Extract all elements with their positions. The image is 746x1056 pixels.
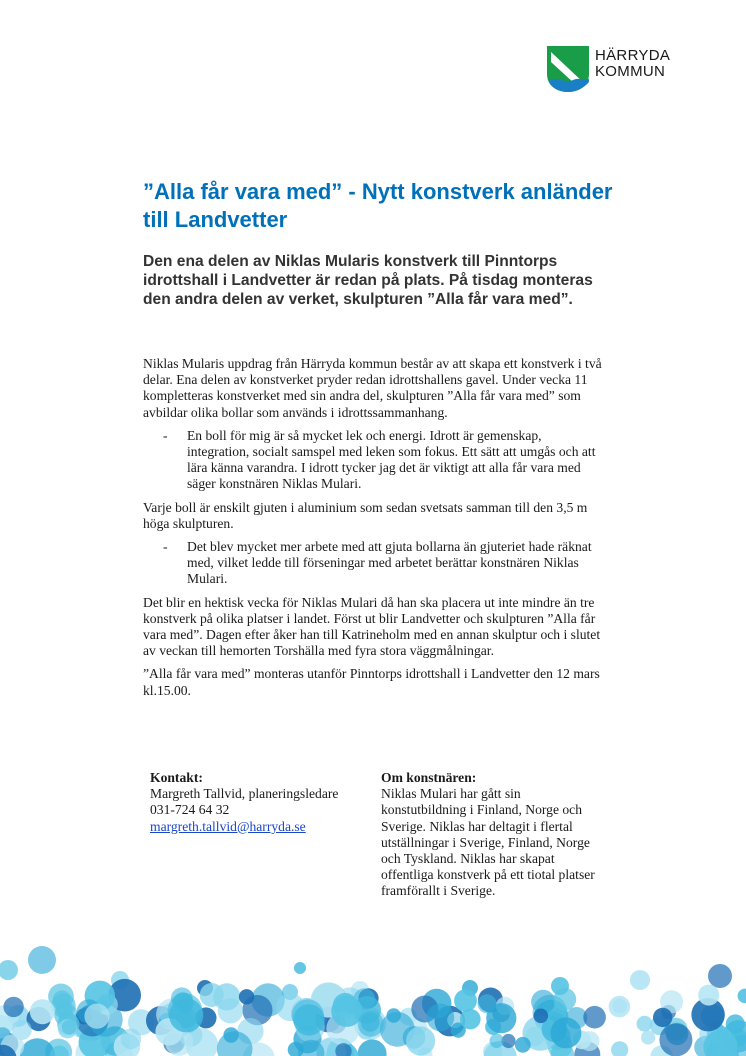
- bubble: [84, 1004, 109, 1029]
- bubble: [738, 989, 746, 1004]
- bubble-decoration: [0, 940, 746, 1056]
- logo-line-1: HÄRRYDA: [595, 47, 671, 64]
- paragraph-4: ”Alla får vara med” monteras utanför Pinntorps idrottshall i Landvetter den 12 mars kl.15.00.: [143, 666, 600, 698]
- lead-paragraph: Den ena delen av Niklas Mularis konstverk till Pinntorps idrottshall i Landvetter är redan på plats. På tisdag monteras den andra delen av verket, skulpturen ”Alla får vara med”.: [143, 253, 593, 308]
- bubble: [630, 970, 650, 990]
- bubble: [358, 1039, 387, 1056]
- quote-2-text: Det blev mycket mer arbete med att gjuta bollarna än gjuteriet hade räknat med, vilket ledde till förseningar med arbetet berättar konstnären Niklas Mulari.: [187, 539, 592, 587]
- bubble: [406, 1026, 435, 1055]
- bubble: [3, 997, 23, 1017]
- bubble: [331, 996, 362, 1027]
- bubble: [609, 996, 631, 1018]
- bubble: [0, 960, 18, 980]
- bubble: [550, 1017, 581, 1048]
- contact-label: Kontakt:: [150, 770, 203, 785]
- bubble: [28, 946, 56, 974]
- bubble: [200, 983, 224, 1007]
- dash-bullet: -: [163, 539, 168, 555]
- about-label: Om konstnären:: [381, 770, 477, 785]
- bubble: [20, 1038, 55, 1056]
- bubble: [641, 1030, 655, 1044]
- contact-phone: 031-724 64 32: [150, 802, 230, 818]
- headline: ”Alla får vara med” - Nytt konstverk anländer till Landvetter: [143, 179, 613, 232]
- bubble: [534, 1009, 549, 1024]
- quote-2: [143, 539, 605, 588]
- bubble: [426, 1004, 454, 1032]
- contact-block: [150, 770, 370, 835]
- article-body: [143, 356, 605, 706]
- bubble: [659, 1023, 692, 1056]
- bubble: [358, 1011, 384, 1037]
- bubble: [169, 998, 203, 1032]
- bubble: [121, 1029, 142, 1050]
- logo-wordmark: [595, 48, 670, 80]
- bubble: [653, 1008, 672, 1027]
- contact-name: Margreth Tallvid, planeringsledare: [150, 786, 339, 802]
- bubble: [637, 1016, 653, 1032]
- bubble: [30, 999, 55, 1024]
- harryda-kommun-logo: [545, 44, 695, 100]
- bubble: [294, 962, 306, 974]
- quote-1: [143, 428, 605, 493]
- bubble: [583, 1006, 606, 1029]
- about-text: Niklas Mulari har gått sin konstutbildning i Finland, Norge och Sverige. Niklas har deltagit i flertal utställningar i Sverige, Finland, Norge och Tyskland. Niklas har skapat offentliga konstverk på ett tiotal platser framförallt i Sverige.: [381, 786, 595, 899]
- bubble: [553, 988, 576, 1011]
- paragraph-2: Varje boll är enskilt gjuten i aluminium som sedan svetsats samman till den 3,5 m höga skulpturen.: [143, 499, 588, 531]
- contact-email-link[interactable]: margreth.tallvid@harryda.se: [150, 818, 306, 834]
- logo-line-2: KOMMUN: [595, 63, 666, 80]
- bubble: [490, 1034, 504, 1048]
- about-artist-block: [381, 770, 601, 900]
- paragraph-3: Det blir en hektisk vecka för Niklas Mulari då han ska placera ut inte mindre än tre konstverk på olika platser i landet. Först ut blir Landvetter och skulpturen ”Alla får vara med”. Dagen efter åker han till Katrineholm med en annan skulptur och i slutet av veckan till hemorten Torshälla med fyra stora väggmålningar.: [143, 594, 601, 659]
- dash-bullet: -: [163, 427, 168, 443]
- bubble: [698, 985, 719, 1006]
- bubble: [454, 989, 477, 1012]
- paragraph-1: Niklas Mularis uppdrag från Härryda kommun består av att skapa ett konstverk i två delar. Ena delen av konstverket pryder redan idrottshallens gavel. Under vecka 11 kompletteras konstverket med sin andra del, skulpturen ”Alla får vara med” som avbildar olika bollar som används i idrottssammanhang.: [143, 356, 602, 420]
- bubble: [486, 1003, 516, 1033]
- harryda-coat-of-arms-icon: [545, 44, 591, 94]
- bubble: [708, 964, 732, 988]
- bubble: [293, 1004, 324, 1035]
- bubble: [515, 1037, 531, 1053]
- bubble: [62, 1020, 77, 1035]
- bubble: [460, 1009, 481, 1030]
- bubble: [611, 1041, 628, 1056]
- quote-1-text: En boll för mig är så mycket lek och energi. Idrott är gemenskap, integration, socialt samspel med leken som fokus. Ett sätt att umgås och att lära känna varandra. I idrott tycker jag det är viktigt att alla får vara med säger konstnären Niklas Mulari.: [187, 427, 596, 492]
